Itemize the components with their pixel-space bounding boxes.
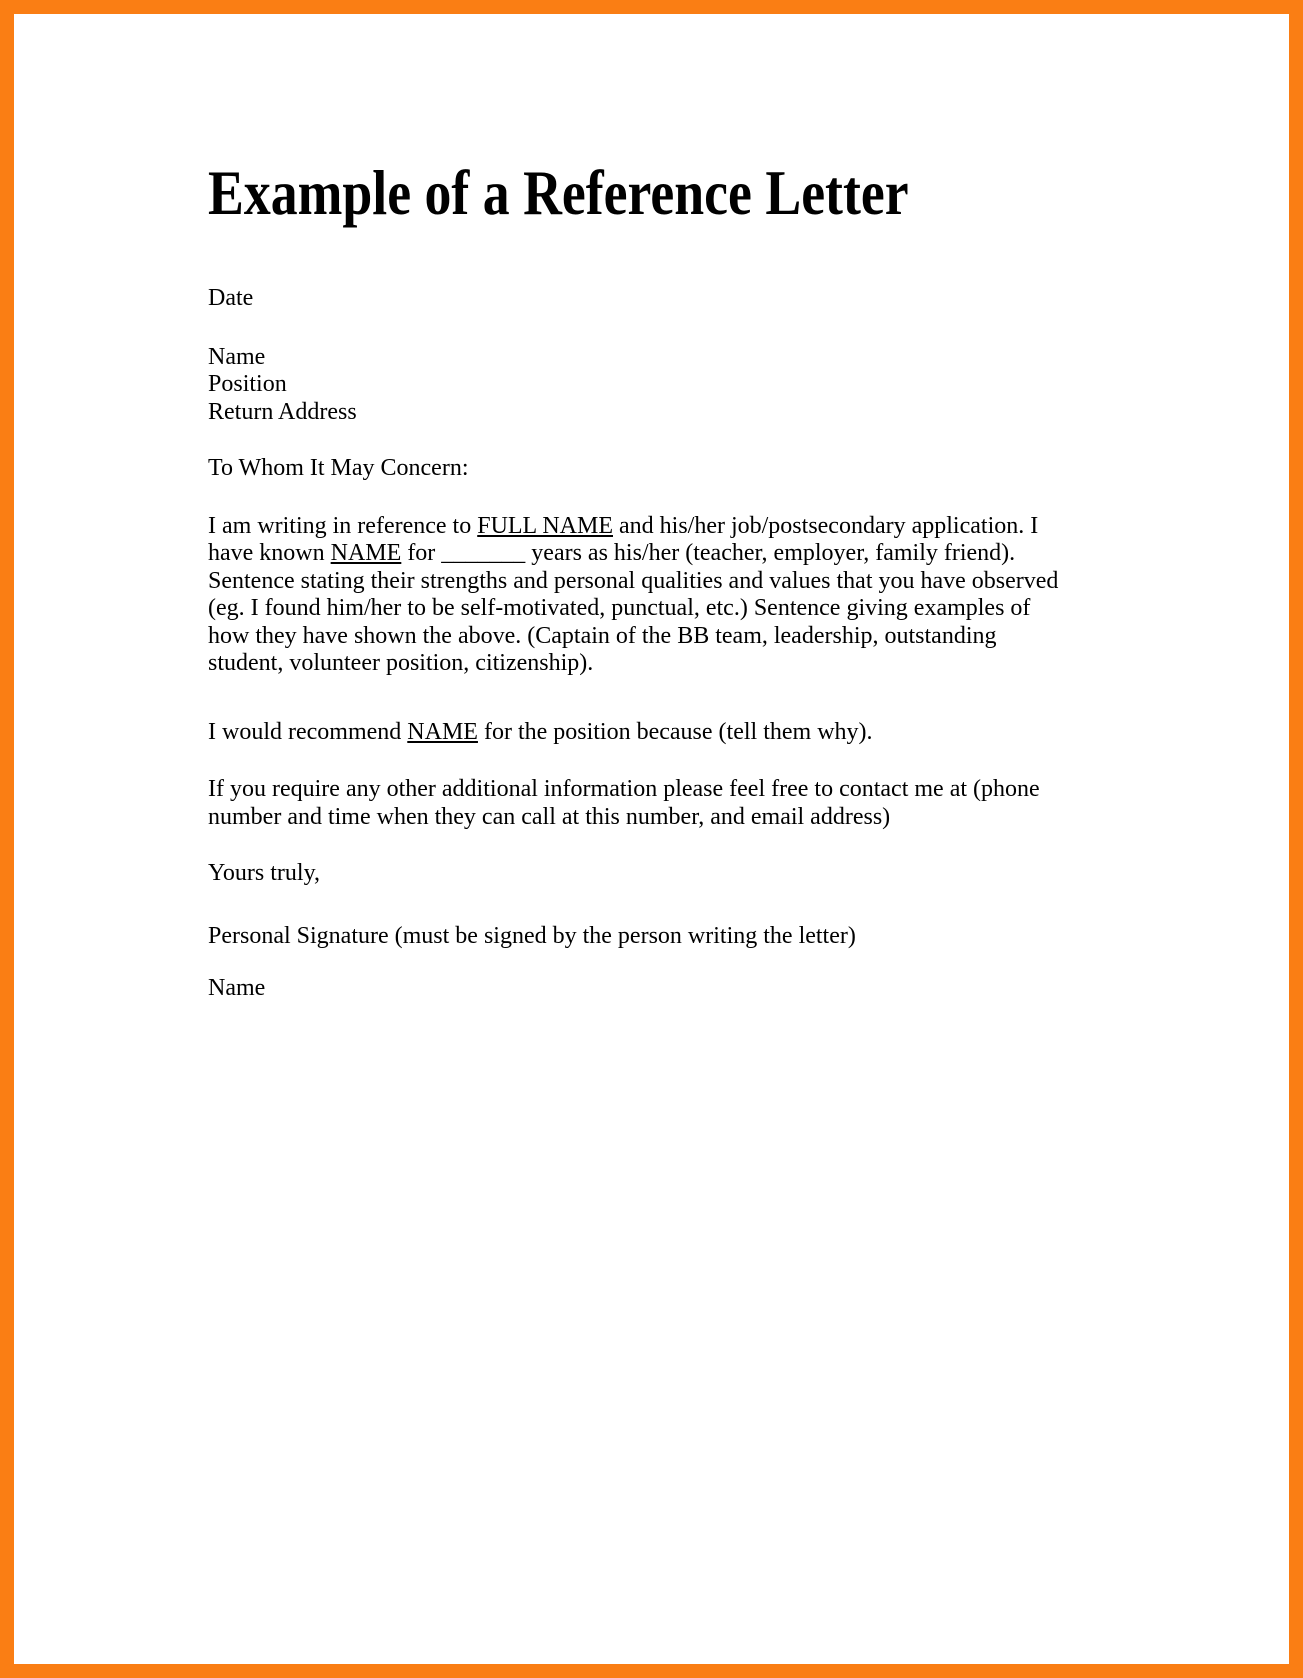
letter-line bbox=[208, 344, 1249, 372]
closing bbox=[208, 860, 1249, 888]
text-segment: Sentence stating their strengths and personal qualities and values that you have observed bbox=[208, 567, 1059, 594]
letter-line bbox=[208, 285, 1249, 313]
underlined-placeholder: NAME bbox=[407, 718, 478, 745]
letter-line bbox=[208, 923, 1249, 951]
text-segment: for the position because (tell them why). bbox=[477, 718, 873, 745]
text-segment: If you require any other additional information please feel free to contact me at (phone bbox=[208, 776, 1040, 802]
signature-note bbox=[208, 923, 1249, 951]
letter-line bbox=[208, 399, 1249, 427]
letter-line bbox=[208, 975, 1249, 1003]
letter-content bbox=[14, 14, 1289, 1003]
letter-line bbox=[208, 650, 1249, 678]
text-segment: Name bbox=[208, 343, 266, 370]
text-segment: I am writing in reference to bbox=[208, 512, 478, 539]
letter-line bbox=[208, 455, 1249, 483]
text-segment: To Whom It May Concern: bbox=[208, 455, 469, 481]
underlined-placeholder: NAME bbox=[330, 540, 402, 566]
date-line bbox=[208, 285, 1249, 313]
underlined-placeholder: FULL NAME bbox=[477, 512, 613, 539]
letter-body bbox=[208, 285, 1249, 1003]
signer-name bbox=[208, 975, 1249, 1003]
letter-line bbox=[208, 371, 1249, 399]
salutation bbox=[208, 455, 1249, 483]
letter-line bbox=[208, 860, 1249, 888]
text-segment: student, volunteer position, citizenship). bbox=[208, 650, 594, 676]
letter-line bbox=[208, 540, 1249, 568]
body-paragraph-intro bbox=[208, 513, 1249, 678]
text-segment: Personal Signature (must be signed by the person writing the letter) bbox=[208, 922, 856, 949]
text-segment: Return Address bbox=[208, 398, 357, 425]
letter-line bbox=[208, 804, 1249, 832]
body-paragraph-contact bbox=[208, 776, 1249, 831]
text-segment: Date bbox=[208, 285, 254, 311]
text-segment: for _______ years as his/her (teacher, employer, family friend). bbox=[401, 540, 1016, 566]
letter-line bbox=[208, 623, 1249, 651]
letter-line bbox=[208, 568, 1249, 596]
text-segment: I would recommend bbox=[208, 718, 408, 745]
text-segment: number and time when they can call at this number, and email address) bbox=[208, 803, 891, 830]
text-segment: have known bbox=[208, 540, 331, 566]
letter-line bbox=[208, 595, 1249, 623]
body-paragraph-recommendation bbox=[208, 719, 1249, 747]
text-segment: how they have shown the above. (Captain of the BB team, leadership, outstanding bbox=[208, 622, 997, 649]
letter-line bbox=[208, 719, 1249, 747]
text-segment: (eg. I found him/her to be self-motivated, punctual, etc.) Sentence giving examples of bbox=[208, 595, 1031, 621]
text-segment: Yours truly, bbox=[208, 860, 321, 886]
sender-block bbox=[208, 344, 1249, 427]
text-segment: Position bbox=[208, 371, 287, 397]
letter-line bbox=[208, 776, 1249, 804]
letter-line bbox=[208, 513, 1249, 541]
text-segment: and his/her job/postsecondary application. I bbox=[613, 512, 1039, 539]
text-segment: Name bbox=[208, 975, 266, 1001]
letter-title: Example of a Reference Letter bbox=[208, 157, 909, 228]
